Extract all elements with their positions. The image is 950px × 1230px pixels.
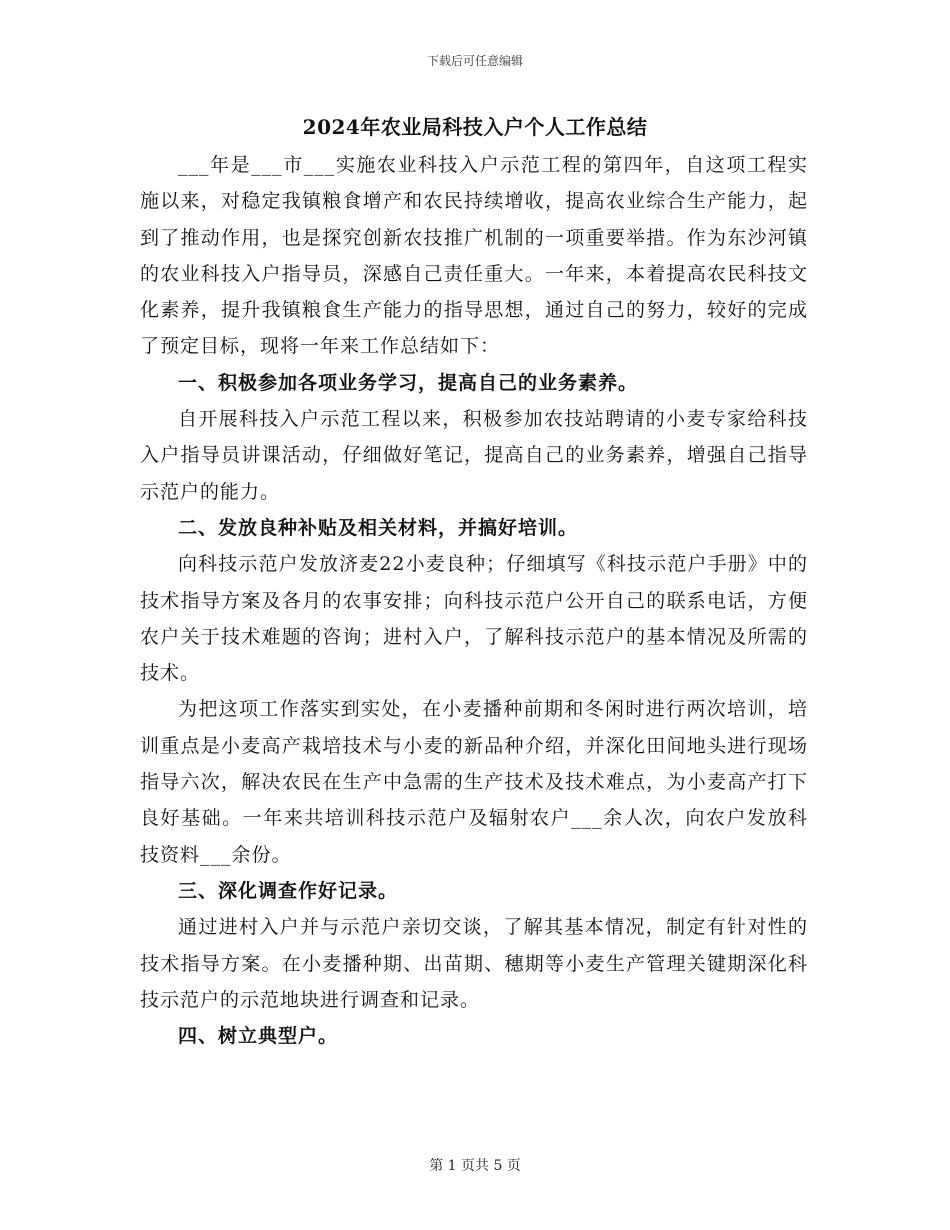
section-heading-2: 二、发放良种补贴及相关材料，并搞好培训。 [178,516,579,539]
intro-paragraph: ___年是___市___实施农业科技入户示范工程的第四年，自这项工程实施以来，对稳定我镇粮食增产和农民持续增收，提高农业综合生产能力，起到了推动作用，也是探究创新农技推广机制的一项重要举措。作为东沙河镇的农业科技入户指导员，深感自己责任重大。一年来，本着提高农民科技文化素养，提升我镇粮食生产能力的指导思想，通过自己的努力，较好的完成了预定目标，现将一年来工作总结如下： [140,154,808,358]
section-heading-4: 四、树立典型户。 [178,1025,339,1048]
document-body [140,147,808,1054]
page-footer: 第 1 页共 5 页 [429,1158,521,1174]
section-1-paragraph: 自开展科技入户示范工程以来，积极参加农技站聘请的小麦专家给科技入户指导员讲课活动，仔细做好笔记，提高自己的业务素养，增强自己指导示范户的能力。 [140,408,808,503]
section-2-paragraph-1: 向科技示范户发放济麦22小麦良种；仔细填写《科技示范户手册》中的技术指导方案及各月的农事安排；向科技示范户公开自己的联系电话，方便农户关于技术难题的咨询；进村入户，了解科技示范户的基本情况及所需的技术。 [140,553,808,685]
document-title: 2024年农业局科技入户个人工作总结 [302,115,648,139]
section-2-paragraph-2: 为把这项工作落实到实处，在小麦播种前期和冬闲时进行两次培训，培训重点是小麦高产栽培技术与小麦的新品种介绍，并深化田间地头进行现场指导六次，解决农民在生产中急需的生产技术及技术难点，为小麦高产打下良好基础。一年来共培训科技示范户及辐射农户___余人次，向农户发放科技资料___余份。 [140,698,808,866]
page-header-note: 下载后可任意编辑 [426,54,523,68]
section-3-paragraph: 通过进村入户并与示范户亲切交谈，了解其基本情况，制定有针对性的技术指导方案。在小麦播种期、出苗期、穗期等小麦生产管理关键期深化科技示范户的示范地块进行调查和记录。 [140,916,808,1011]
section-heading-3: 三、深化调查作好记录。 [178,879,399,902]
section-heading-1: 一、积极参加各项业务学习，提高自己的业务素养。 [178,371,639,394]
